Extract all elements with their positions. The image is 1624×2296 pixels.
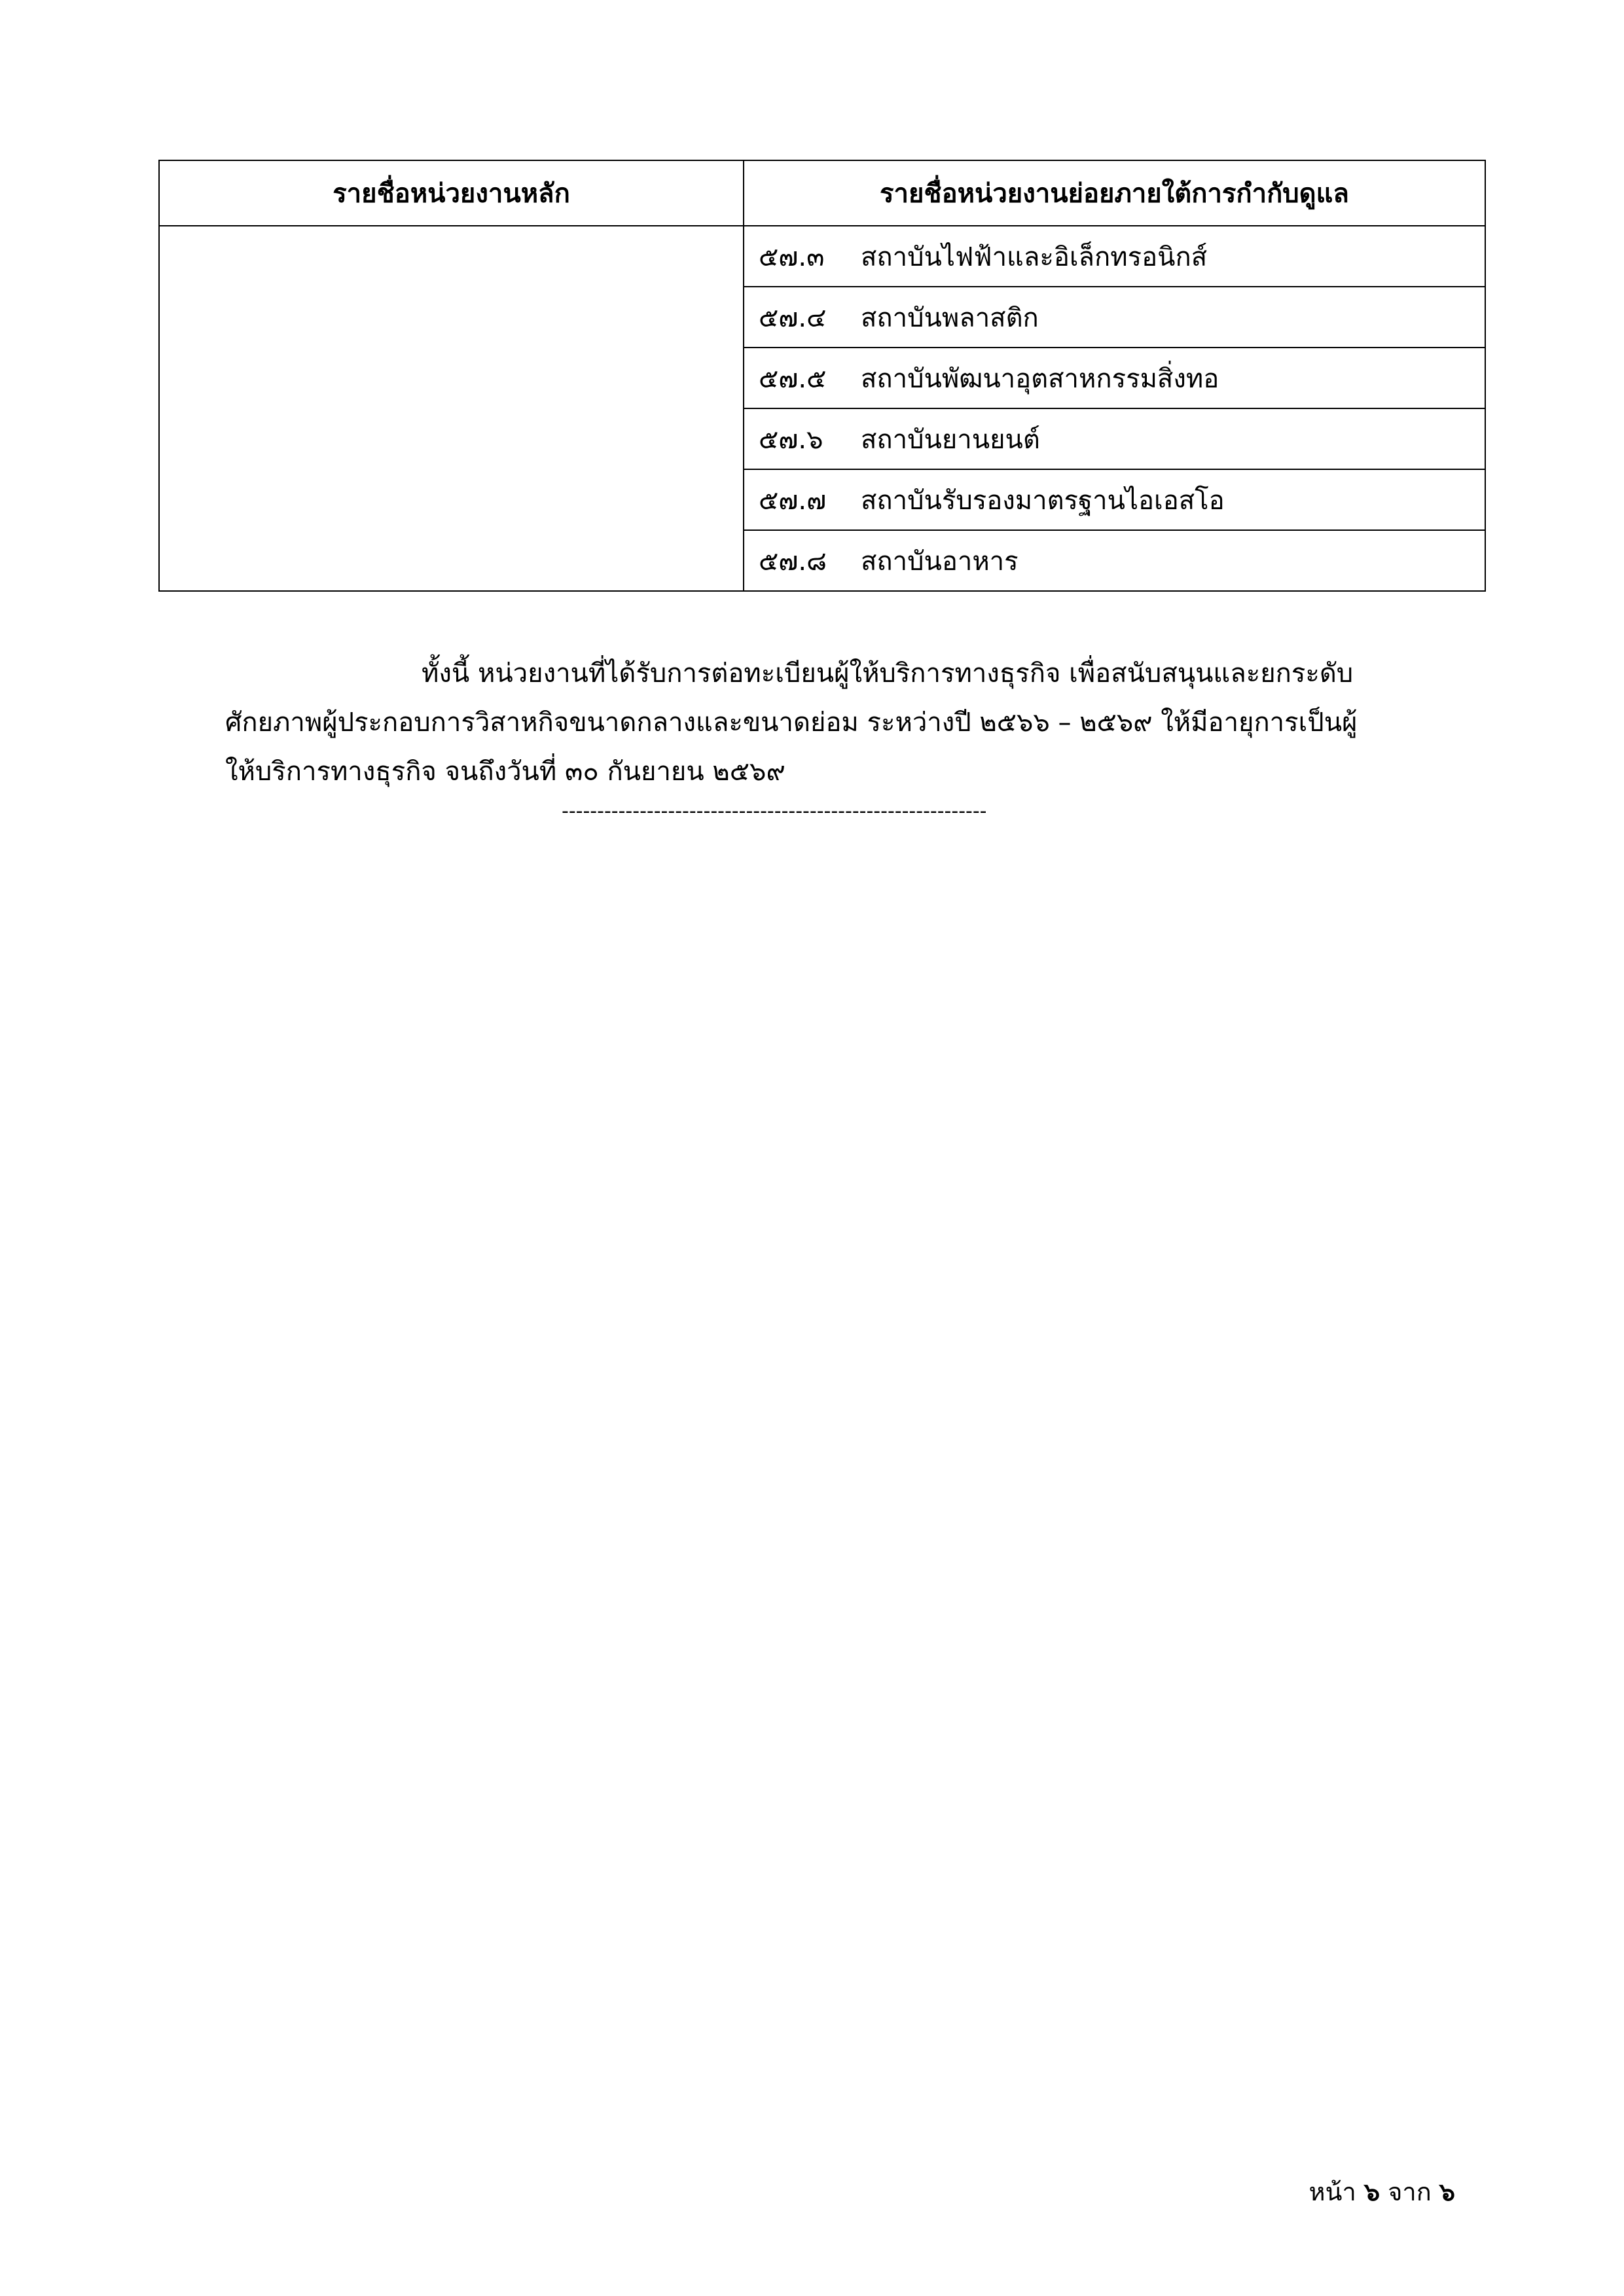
page-number	[1308, 2172, 1455, 2212]
paragraph-line-1: ทั้งนี้ หน่วยงานที่ได้รับการต่อทะเบียนผู้ให้บริการทางธุรกิจ เพื่อสนับสนุนและยกระดับ	[422, 658, 1354, 689]
sub-agency-cell	[744, 287, 1485, 348]
sub-agency-cell	[744, 348, 1485, 408]
main-agency-cell	[159, 226, 744, 591]
sub-agency-name: สถาบันอาหาร	[861, 546, 1019, 577]
sub-agency-name: สถาบันไฟฟ้าและอิเล็กทรอนิกส์	[861, 242, 1208, 272]
page-total: ๖	[1439, 2178, 1455, 2206]
sub-agency-cell	[744, 530, 1485, 591]
sub-agency-cell	[744, 226, 1485, 287]
end-of-document-marker: ------------------------------------------------------------	[562, 800, 987, 823]
table-header-row	[159, 160, 1485, 226]
sub-agency-cell	[744, 408, 1485, 469]
page-label: หน้า	[1308, 2178, 1356, 2206]
paragraph-line-3: ให้บริการทางธุรกิจ จนถึงวันที่ ๓๐ กันยายน ๒๕๖๙	[225, 757, 785, 787]
sub-agency-cell	[744, 469, 1485, 530]
sub-agency-number: ๕๗.๕	[759, 363, 827, 394]
sub-agency-number: ๕๗.๘	[759, 546, 827, 577]
header-main-agencies: รายชื่อหน่วยงานหลัก	[159, 160, 744, 226]
registration-note-paragraph	[225, 649, 1453, 797]
sub-agency-number: ๕๗.๓	[759, 242, 825, 272]
sub-agency-number: ๕๗.๗	[759, 485, 827, 516]
sub-agency-number: ๕๗.๖	[759, 424, 823, 455]
sub-agency-name: สถาบันพัฒนาอุตสาหกรรมสิ่งทอ	[861, 363, 1219, 394]
sub-agency-name: สถาบันรับรองมาตรฐานไอเอสโอ	[861, 485, 1225, 516]
table-row	[159, 226, 1485, 287]
sub-agency-name: สถาบันยานยนต์	[861, 424, 1040, 455]
of-label: จาก	[1388, 2178, 1432, 2206]
sub-agency-number: ๕๗.๔	[759, 302, 827, 333]
sub-agency-name: สถาบันพลาสติก	[861, 302, 1039, 333]
page-current: ๖	[1363, 2178, 1380, 2206]
organization-table	[158, 160, 1486, 592]
header-sub-agencies: รายชื่อหน่วยงานย่อยภายใต้การกำกับดูแล	[744, 160, 1485, 226]
paragraph-line-2: ศักยภาพผู้ประกอบการวิสาหกิจขนาดกลางและขนาดย่อม ระหว่างปี ๒๕๖๖ – ๒๕๖๙ ให้มีอายุการเป็นผู้	[225, 708, 1358, 738]
